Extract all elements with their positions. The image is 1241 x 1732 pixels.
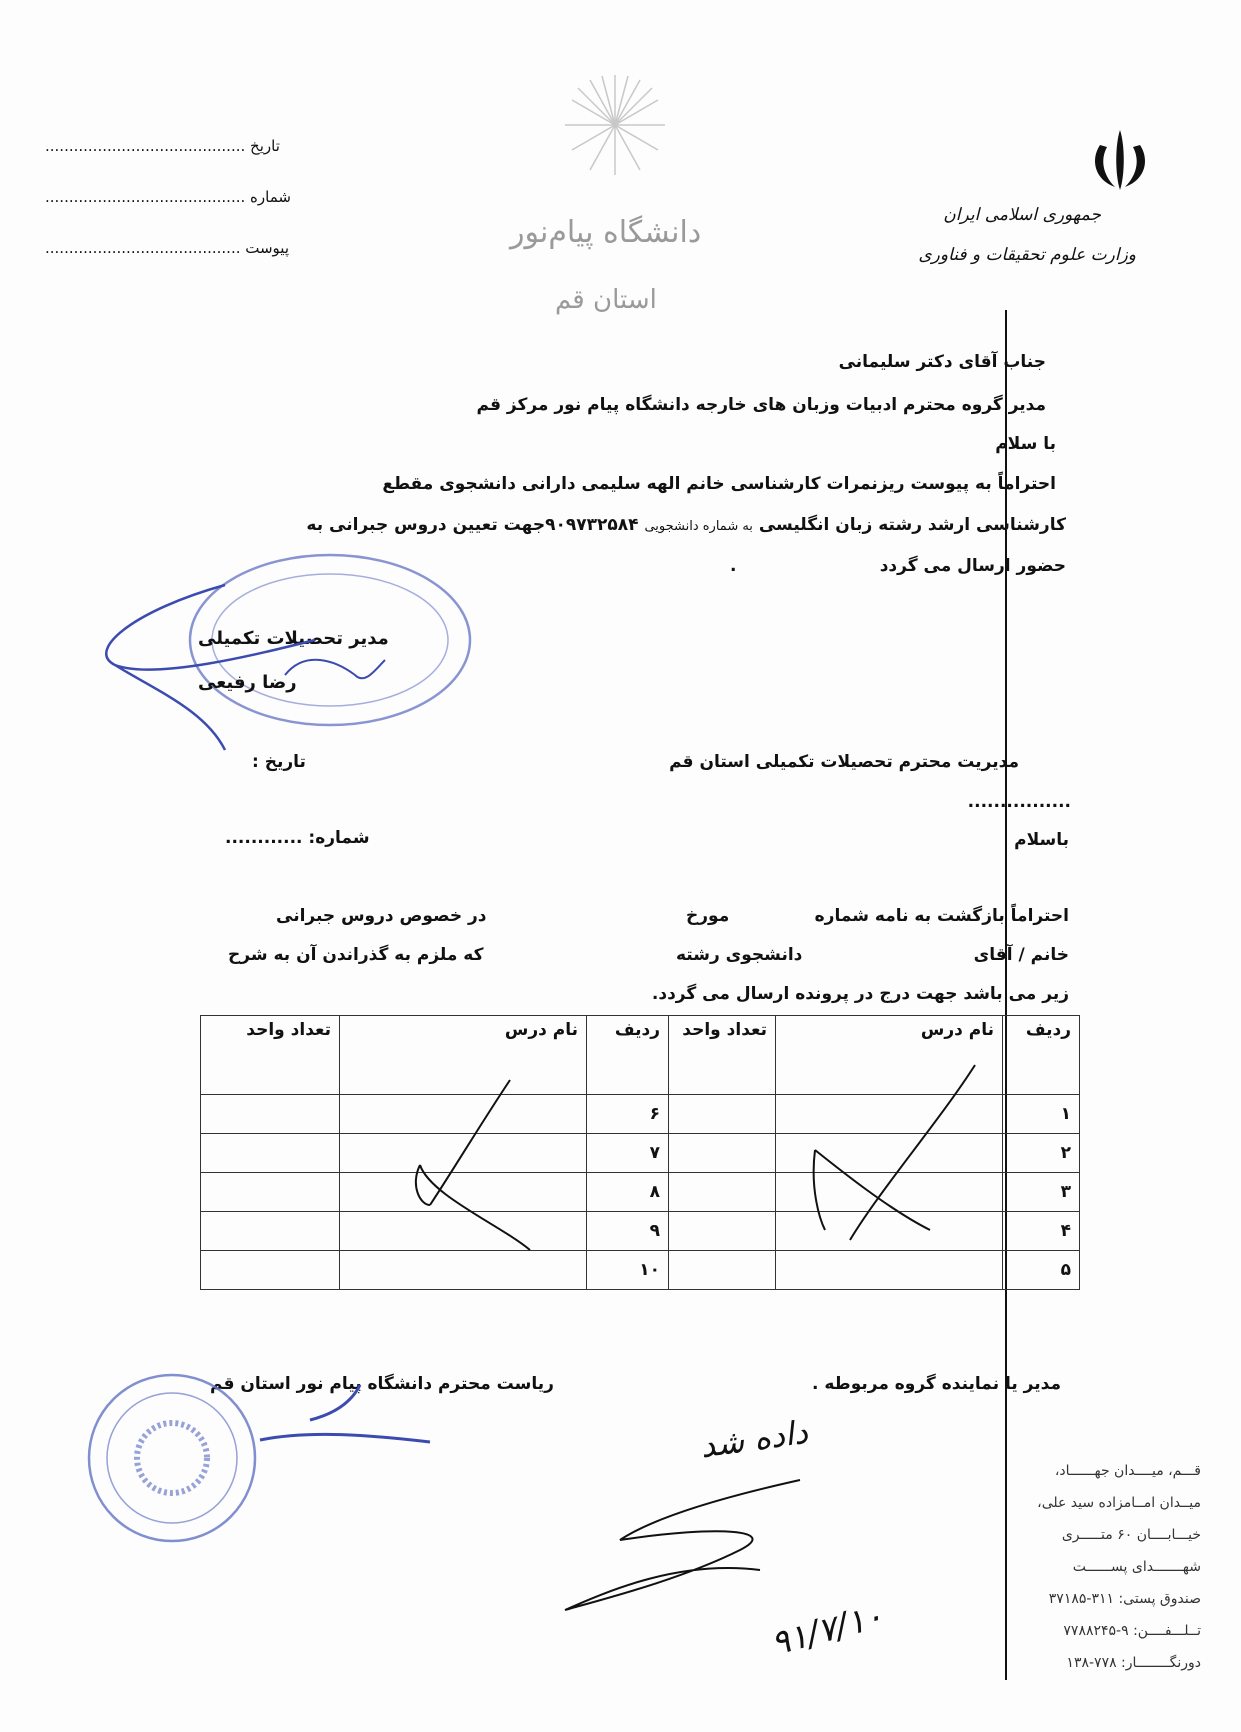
handwritten-date: ۹۱/۷/۱۰ xyxy=(766,1595,888,1665)
address-line: شهـــــــدای پســــــت xyxy=(1072,1559,1201,1575)
right-sign-label: ریاست محترم دانشگاه پیام نور استان قم xyxy=(210,1374,554,1394)
letter2-p2-a: خانم / آقای xyxy=(973,945,1069,965)
letter2-p2-b: دانشجوی رشته xyxy=(676,945,803,965)
letter2-p2-c: که ملزم به گذراندن آن به شرح xyxy=(228,945,484,965)
letter2-p3: زیر می باشد جهت درج در پرونده ارسال می گردد. xyxy=(651,984,1069,1004)
header-course: نام درس xyxy=(776,1016,1003,1095)
address-line: خیـــابــــان ۶۰ متـــــری xyxy=(1061,1527,1201,1543)
table-row xyxy=(201,1251,1080,1290)
header-row-num: ردیف xyxy=(1003,1016,1080,1095)
letter1-dot: . xyxy=(730,556,737,576)
signature-3-icon xyxy=(560,1470,820,1620)
payame-noor-logo-icon xyxy=(560,70,670,180)
letter1-line1: احتراماً به پیوست ریزنمرات کارشناسی خانم الهه سلیمی دارانی دانشجوی مقطع xyxy=(382,474,1056,494)
header-units-2: تعداد واحد xyxy=(201,1016,340,1095)
letter1-line2-a: کارشناسی ارشد رشته زبان انگلیسی xyxy=(758,515,1066,535)
row-num: ۳ xyxy=(1003,1173,1080,1212)
row-num: ۲ xyxy=(1003,1134,1080,1173)
address-line: میــدان امــامزاده سید علی، xyxy=(1037,1495,1201,1511)
row-num: ۷ xyxy=(587,1134,669,1173)
signature-2-icon xyxy=(250,1380,450,1460)
address-line: دورنگــــــــار: ۷۷۸-۱۳۸ xyxy=(1066,1655,1201,1671)
emblem-line2: وزارت علوم تحقیقات و فناوری xyxy=(918,245,1136,265)
university-seal-icon xyxy=(82,1370,262,1545)
province-title: استان قم xyxy=(555,285,657,315)
letter2-addressee: مدیریت محترم تحصیلات تکمیلی استان قم xyxy=(669,752,1019,772)
row-num: ۵ xyxy=(1003,1251,1080,1290)
cross-out-mark-icon xyxy=(800,1060,980,1250)
letter1-line2-b: به شماره دانشجویی xyxy=(644,519,753,534)
letter1-line2 xyxy=(306,515,1066,535)
addressee-role: مدیر گروه محترم ادبیات وزبان های خارجه دانشگاه پیام نور مرکز قم xyxy=(476,395,1046,415)
number-field: شماره .......................................... xyxy=(45,188,291,206)
university-title: دانشگاه پیام‌نور xyxy=(510,215,702,250)
row-num: ۱ xyxy=(1003,1095,1080,1134)
address-line: صندوق پستی: ۳۱۱-۳۷۱۸۵ xyxy=(1048,1591,1201,1607)
row-num: ۹ xyxy=(587,1212,669,1251)
attachment-field: پیوست ......................................... xyxy=(45,239,290,257)
letter2-p1-b: مورخ xyxy=(686,906,730,926)
letter1-line2-c: ۹۰۹۷۳۲۵۸۴جهت تعیین دروس جبرانی به xyxy=(306,515,639,535)
address-line: تــلـــفــــن: ۹-۷۷۸۸۲۴۵ xyxy=(1063,1623,1201,1639)
letter2-date: تاریخ : xyxy=(252,752,306,772)
addressee: جناب آقای دکتر سلیمانی xyxy=(838,352,1046,372)
letter2-greeting: باسلام xyxy=(1014,830,1069,850)
signature-1-icon xyxy=(95,580,395,760)
header-units: تعداد واحد xyxy=(669,1016,776,1095)
header-course-2: نام درس xyxy=(340,1016,587,1095)
header-row-num-2: ردیف xyxy=(587,1016,669,1095)
left-sign-label: مدیر یا نماینده گروه مربوطه . xyxy=(812,1374,1061,1394)
row-num: ۸ xyxy=(587,1173,669,1212)
letter2-p1-a: احتراماً بازگشت به نامه شماره xyxy=(814,906,1069,926)
signer-title: مدیر تحصیلات تکمیلی xyxy=(198,628,389,649)
letter1-line3: حضور ارسال می گردد xyxy=(879,556,1066,576)
letter2-number: شماره: ............ xyxy=(225,828,370,848)
row-num: ۴ xyxy=(1003,1212,1080,1251)
greeting: با سلام xyxy=(995,434,1056,454)
handwritten-note: داده شد xyxy=(697,1412,811,1466)
emblem-line1: جمهوری اسلامی ایران xyxy=(943,205,1101,225)
row-num: ۱۰ xyxy=(587,1251,669,1290)
cross-out-mark-icon xyxy=(410,1075,560,1255)
iran-emblem-icon xyxy=(1085,125,1155,195)
letter2-dots: ................ xyxy=(967,792,1071,812)
address-line: قـــم، میــــدان جهــــــاد، xyxy=(1054,1463,1201,1479)
date-field: تاریخ .......................................... xyxy=(45,137,280,155)
signer-name: رضا رفیعی xyxy=(198,672,297,693)
letter2-p1-c: در خصوص دروس جبرانی xyxy=(276,906,487,926)
row-num: ۶ xyxy=(587,1095,669,1134)
